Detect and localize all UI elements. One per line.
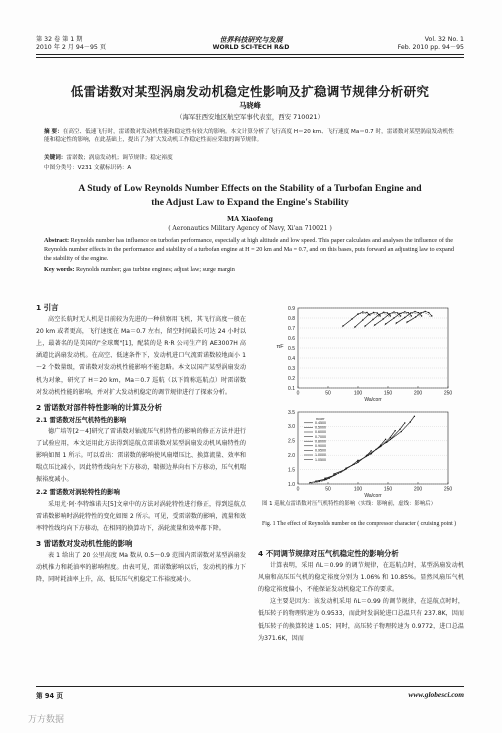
title-en-line1: A Study of Low Reynolds Number Effects on the Stability of a Turbofan Engine and: [78, 183, 422, 194]
abstract-en-text: Reynolds number has influence on turbofan performance, especially at high altitude and low speed. This paper calculates and analyses the influence of the Reynolds number effects in the performance and stability of a turbofan engine at H = 20 km and Ma = 0.7, and on this bases, puts forward an adjusting law to expand the stability of the engine.: [44, 237, 454, 262]
data-point: [315, 480, 316, 481]
legend-entry: 0.9500: [315, 448, 326, 453]
y-tick-label: 1.5: [288, 467, 295, 474]
data-point: [377, 312, 378, 313]
data-point: [342, 325, 343, 326]
keywords-en-label: Key words:: [44, 266, 75, 273]
y-axis-label: πF: [276, 344, 284, 350]
header-date-pages: 2010 年 2 月 94－95 页: [36, 44, 107, 51]
y-tick-label: 0.1: [288, 385, 295, 392]
section-1-heading: 1 引言: [36, 303, 59, 312]
y-tick-label: 2.0: [288, 453, 295, 459]
legend-entry: 0.9000: [315, 444, 326, 448]
figure-1-caption-en: Fig. 1 The effect of Reynolds number on the compressor character ( cruising point ): [262, 521, 457, 527]
legend-title: ncorr: [316, 417, 325, 421]
abstract-en-label: Abstract:: [44, 237, 70, 244]
data-point: [374, 324, 375, 325]
data-point: [410, 312, 411, 313]
x-tick-label: 50: [325, 390, 331, 397]
title-zh: 低雷诺数对某型涡扇发动机稳定性影响及扩稳调节规律分析研究: [70, 84, 430, 99]
y-tick-label: 0.8: [288, 315, 295, 322]
data-point: [425, 311, 426, 312]
section-2-2-heading: 2.2 雷诺数对涡轮特性的影响: [36, 488, 120, 497]
header-rule-thin: [36, 57, 464, 58]
data-point: [385, 323, 386, 324]
section-2-2-paragraph: 采用尤·阿·李特维诺夫[5]文章中的方法对涡轮特性进行修正，得到巡航点雷诺数影响时涡轮特性的变化如图 2 所示。可见，受雷诺数的影响，流量和效率特性线均向下方移动，在相同的换算功下，涡轮流量和效率都下降。: [36, 500, 246, 532]
legend-entry: 1.0000: [315, 453, 326, 458]
data-point: [390, 437, 391, 438]
data-point: [401, 431, 402, 432]
header-volume: 第 32 卷 第 1 期: [36, 36, 83, 43]
data-point: [380, 315, 381, 316]
x-tick-label: 250: [443, 486, 453, 493]
data-point: [404, 422, 405, 423]
data-point: [362, 311, 363, 312]
data-point: [396, 322, 397, 323]
data-point: [395, 430, 396, 431]
x-axis-label: Wa/corr: [364, 493, 382, 499]
header-date-en: Feb. 2010 pp. 94－95: [397, 44, 464, 51]
abstract-en: [44, 236, 456, 263]
y-tick-label: 0.3: [288, 365, 295, 372]
data-point: [389, 313, 390, 314]
y-tick-label: 1.0: [288, 481, 295, 488]
series-line-dashed: [342, 313, 369, 327]
data-point: [383, 318, 384, 319]
legend-entry: 0.4500: [315, 421, 326, 425]
legend-entry: 0.6000: [315, 430, 326, 435]
x-tick-label: 0: [296, 390, 300, 397]
data-point: [421, 315, 422, 316]
y-tick-label: 0.2: [288, 375, 295, 382]
data-point: [357, 313, 358, 314]
data-point: [415, 316, 416, 317]
y-tick-label: 0.9: [288, 305, 295, 312]
header-right: [392, 36, 464, 52]
data-point: [408, 312, 409, 313]
data-point: [373, 312, 374, 313]
data-point: [309, 482, 310, 483]
data-point: [404, 317, 405, 318]
data-point: [324, 478, 325, 479]
section-2-1-heading: 2.1 雷诺数对压气机特性的影响: [36, 415, 127, 424]
data-point: [365, 325, 366, 326]
series-line: [334, 460, 358, 474]
section-4-paragraph-2: 这主要是因为：该发动机采用 n̄L＝0.99 的调节规律，在巡航点时时，低压转子的物理转速为 0.9533，而此时发涡轮进口总温只有 237.8K，因而低压转子的换算转速 1.05；同时，高压转子物理转速为 0.9772，进口总温为371.6K，因而: [258, 598, 464, 642]
section-3-heading: 3 雷诺数对发动机性能的影响: [36, 538, 133, 548]
watermark: 万方数据: [28, 715, 65, 725]
keywords-zh-text: 雷诺数；涡扇发动机；调节规律；稳定裕度: [66, 155, 173, 161]
title-en-line2: the Adjust Law to Expand the Engine's Stability: [151, 197, 349, 208]
data-point: [362, 319, 363, 320]
data-point: [393, 311, 394, 312]
x-tick-label: 200: [413, 486, 423, 493]
author-en: MA Xiaofeng: [227, 215, 273, 223]
data-point: [333, 473, 334, 474]
data-point: [385, 439, 386, 440]
data-point: [345, 467, 346, 468]
figure-1: [258, 304, 464, 500]
x-tick-label: 150: [383, 486, 393, 493]
section-2-1-paragraph: 德广培等[2－4]研究了雷诺数对轴流压气机特性的影响的修正方法并进行了试验应用，本文运用此方法得到巡航点雷诺数对某型涡扇发动机风扇特性的影响如图 1 所示。可以看出：雷诺数的影响使风扇增压比、换算流量、效率和喘点压比减小，因此特性线向左下方移动，喘振边界向右下方移动，压气机喘振裕度减小。: [36, 427, 246, 484]
data-point: [410, 421, 411, 422]
data-point: [390, 315, 391, 316]
data-point: [397, 312, 398, 313]
classification-zh: 中图分类号：V231 文献标识码：A: [44, 165, 132, 171]
data-point: [387, 312, 388, 313]
data-point: [354, 326, 355, 327]
header-center: [176, 36, 326, 52]
data-point: [368, 314, 369, 315]
legend-entry: 0.7000: [315, 434, 326, 439]
keywords-zh-label: 关键词：: [44, 155, 67, 161]
data-point: [431, 315, 432, 316]
y-tick-label: 0.6: [288, 335, 295, 342]
y-tick-label: 3.0: [288, 424, 295, 431]
legend-entry: 0.8000: [315, 439, 326, 444]
y-tick-label: 0.5: [288, 345, 295, 352]
author-zh: 马晓峰: [239, 101, 261, 110]
data-point: [366, 455, 367, 456]
data-point: [399, 313, 400, 314]
abstract-zh: [44, 128, 456, 144]
data-point: [404, 311, 405, 312]
footer-page-number: 第 94 页: [36, 692, 63, 700]
section-3-paragraph: 表 1 给出了 20 公里高度 Ma 数从 0.5～0.9 范围内雷诺数对某型涡扇发动机推力和耗油率的影响程度。由表可见，雷诺数影响以后，发动机的推力下降，同时耗油率上升，高、低压压气机稳定工作裕度减小。: [36, 551, 246, 584]
journal-name-en: WORLD SCI-TECH R&D: [212, 44, 290, 51]
data-point: [372, 319, 373, 320]
figure-1-caption-zh: 图 1 巡航点雷诺数对压气机特性的影响（实线：影响前，虚线：影响后）: [262, 501, 436, 507]
y-tick-label: 2.5: [288, 438, 295, 445]
data-point: [400, 315, 401, 316]
data-point: [357, 460, 358, 461]
header-left: [36, 36, 106, 52]
left-column: [36, 302, 246, 586]
section-2-heading: 2 雷诺数对部件特性影响的计算及分析: [36, 402, 162, 412]
abstract-zh-label: 摘 要：: [44, 129, 63, 135]
series-line: [358, 439, 386, 461]
y-tick-label: 0.7: [288, 325, 295, 332]
y-tick-label: 0.4: [288, 355, 295, 362]
x-tick-label: 0: [296, 486, 300, 493]
data-point: [420, 312, 421, 313]
data-point: [414, 311, 415, 312]
data-point: [393, 317, 394, 318]
data-point: [378, 314, 379, 315]
x-tick-label: 100: [353, 486, 363, 493]
keywords-en: [44, 266, 456, 274]
x-tick-label: 150: [383, 390, 393, 397]
data-point: [371, 450, 372, 451]
abstract-zh-text: 在高空、低速飞行时，雷诺数对发动机性能和稳定性有较大的影响。本文计算分析了飞行高度 H＝20 km、飞行速度 Ma＝0.7 时，雷诺数对某型涡扇发动机性能和稳定性的影响，在此基础上，提出了为扩大发动机工作稳定性而应采取的调节规律。: [44, 129, 454, 144]
series-line: [346, 451, 371, 468]
data-point: [428, 312, 429, 313]
header-rule: [36, 54, 464, 55]
x-tick-label: 200: [413, 390, 423, 397]
data-point: [411, 315, 412, 316]
x-tick-label: 100: [353, 390, 363, 397]
data-point: [407, 321, 408, 322]
footer-website: www.globesci.com: [408, 690, 464, 699]
y-tick-label: 3.5: [288, 409, 295, 416]
journal-name-zh: 世界科技研究与发展: [219, 36, 283, 44]
legend-entry: 1.0500: [315, 457, 326, 462]
right-column: [258, 548, 464, 645]
x-tick-label: 50: [325, 486, 331, 493]
keywords-en-text: Reynolds number; gas turbine engines; adjust law; surge margin: [74, 266, 235, 273]
section-4-heading: 4 不同调节规律对压气机稳定性的影响分析: [258, 549, 399, 558]
section-1-paragraph: 高空长航时无人机是目前较为先进的一种侦察用飞机，其飞行高度一般在 20 km 或者更高，飞行速度在 Ma＝0.7 左右，留空时间最长可达 24 小时以上，最著名的是美国的"全球鹰"[1]，配装的是 R·R 公司生产的 AE3007H 高涵道比涡扇发动机。在高空、低速条件下，发动机进口气流雷诺数较地面小 1～2 个数量级，雷诺数对发动机性能影响不能忽略。本文以国产某型涡扇发动机为对象，研究了 H＝20 km，Ma＝0.7 巡航（以下简称巡航点）时雷诺数对发动机性能的影响，并对扩大发动机稳定的调节规律进行了探索分析。: [36, 316, 246, 396]
data-point: [414, 416, 415, 417]
data-point: [375, 449, 376, 450]
data-point: [351, 318, 352, 319]
data-point: [383, 312, 384, 313]
footer-rule: [36, 686, 464, 687]
data-point: [418, 312, 419, 313]
affiliation-en: ( Aeronautics Military Agency of Navy, Xi'an 710021 ): [168, 225, 332, 232]
data-point: [366, 312, 367, 313]
series-line: [343, 312, 370, 326]
x-tick-label: 250: [443, 390, 453, 397]
header-vol-en: Vol. 32 No. 1: [424, 36, 464, 43]
keywords-zh: [44, 154, 456, 162]
data-point: [386, 442, 387, 443]
x-axis-label: Wa/corr: [364, 397, 382, 403]
data-point: [399, 429, 400, 430]
section-4-paragraph-1: 计算表明，采用 n̄L＝0.99 的调节规律，在巡航点时，某型涡扇发动机风扇和高压压气机的稳定裕度分别为 1.06% 和 10.85%。显然风扇压气机的稳定裕度偏小，不能保证发动机稳定工作的要求。: [258, 562, 464, 594]
legend-entry: 0.5000: [315, 425, 326, 430]
series-line-dashed: [354, 314, 379, 329]
series-line-dashed: [366, 432, 394, 456]
affiliation-zh: （海军驻西安地区航空军事代表室，西安 710021）: [176, 113, 324, 121]
